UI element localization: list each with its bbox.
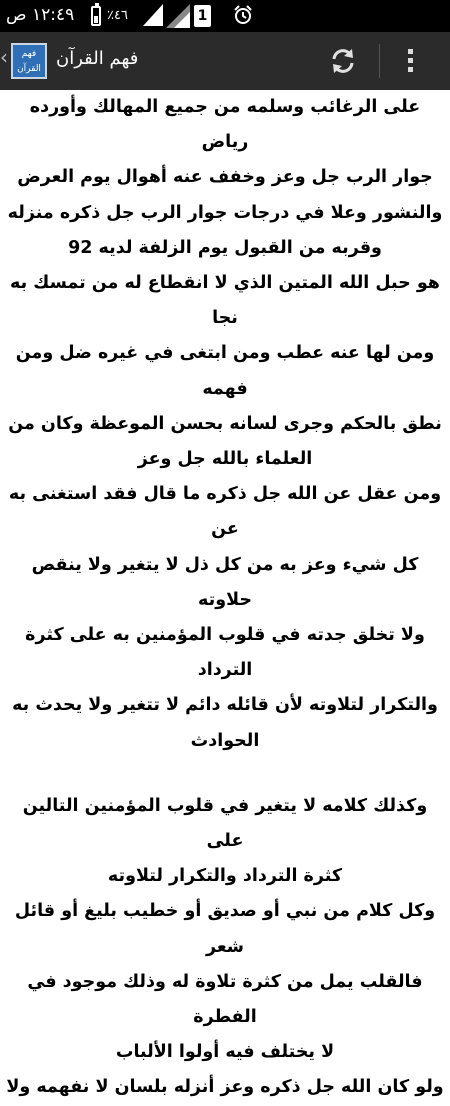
text-line: والتكرار لتلاوته لأن قائله دائم لا تتغير ولا يحدث به: [12, 695, 438, 716]
text-line: ولو كان الله جل ذكره وعز أنزله بلسان لا نفهمه ولا: [6, 1077, 444, 1098]
app-title: فهم القرآن: [56, 48, 139, 69]
battery-icon: [91, 6, 101, 26]
app-logo-icon[interactable]: فهم القرآن: [11, 43, 47, 79]
text-line: هو حبل الله المتين الذي لا انقطاع له من تمسك به نجا: [10, 273, 440, 329]
paragraph-block-1: [0, 90, 450, 759]
text-line: جوار الرب جل وعز وخفف عنه أهوال يوم العرض: [17, 167, 433, 188]
text-line: فالقلب يمل من كثرة تلاوة له وذلك موجود في الفطرة: [27, 971, 423, 1028]
text-line: ومن عقل عن الله جل ذكره ما قال فقد استغنى به عن: [8, 484, 442, 540]
chevron-left-icon[interactable]: ‹: [0, 45, 8, 69]
reading-content[interactable]: [0, 90, 450, 1098]
text-line: كثرة الترداد والتكرار لتلاوته: [107, 866, 343, 887]
text-line: الحوادث: [190, 730, 260, 751]
text-line: ولا تخلق جدته في قلوب المؤمنين به على كثرة الترداد: [25, 625, 425, 681]
text-line: العلماء بالله جل وعز: [137, 449, 313, 470]
text-line: وكل كلام من نبي أو صديق أو خطيب بليغ أو قائل شعر: [14, 901, 436, 957]
text-line: على الرغائب وسلمه من جميع المهالك وأورده رياض: [29, 97, 421, 153]
status-bar: [0, 0, 450, 32]
status-time: ١٢:٤٩ ص: [6, 5, 75, 25]
paragraph-block-2: [0, 789, 450, 1106]
clipped-line: [0, 66, 450, 90]
text-line: والنشور وعلا في درجات جوار الرب جل ذكره منزله: [7, 202, 443, 223]
text-line: لا يختلف فيه أولوا الألباب: [115, 1042, 335, 1063]
text-line: نطق بالحكم وجرى لسانه بحسن الموعظة وكان من: [8, 413, 442, 434]
sim-indicator: 1: [194, 5, 211, 27]
text-line: وكذلك كلامه لا يتغير في قلوب المؤمنين التالين على: [22, 795, 428, 852]
text-line: وقربه من القبول يوم الزلفة لديه 92: [68, 237, 382, 258]
text-line: ومن لها عنه عطب ومن ابتغى في غيره ضل ومن فهمه: [15, 343, 435, 399]
signal-strength-2-icon: [166, 4, 190, 28]
signal-strength-icon: [143, 4, 163, 26]
paragraph-gap: [0, 759, 450, 789]
text-line: كل شيء وعز به من كل ذل لا يتغير ولا ينقص حلاوته: [31, 554, 419, 610]
battery-percent: ٪٤٦: [107, 8, 128, 23]
alarm-clock-icon: [232, 4, 254, 26]
